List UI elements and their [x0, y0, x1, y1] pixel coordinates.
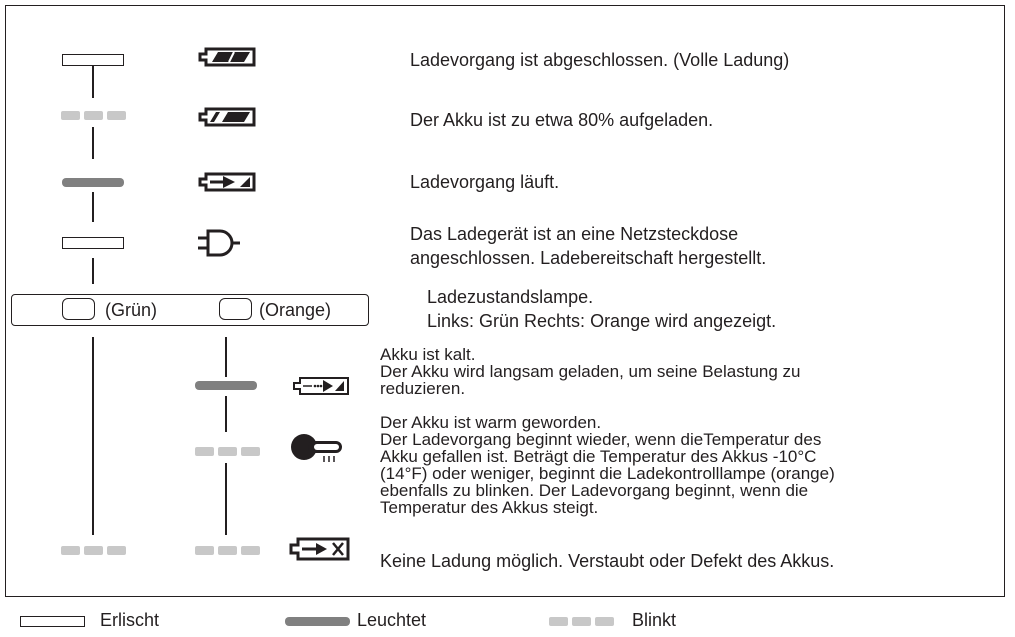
- orange-lamp-label: (Orange): [259, 300, 332, 320]
- thermometer-icon: [288, 431, 354, 467]
- legend-on-label: Leuchtet: [357, 610, 427, 630]
- warm-text-line-6: Temperatur des Akkus steigt.: [380, 498, 599, 517]
- cold-text-line-1: Akku ist kalt.: [380, 345, 476, 364]
- lamp-off-indicator: [62, 237, 124, 249]
- status-standby-text-line-2: angeschlossen. Ladebereitschaft hergestellt.: [410, 248, 767, 268]
- orange-column-line: [225, 337, 227, 377]
- legend-off-label: Erlischt: [100, 610, 160, 630]
- power-plug-icon: [196, 228, 258, 258]
- lamp-blink-indicator: [61, 111, 126, 120]
- warm-text-line-5: ebenfalls zu blinken. Der Ladevorgang beginnt, wenn die: [380, 481, 809, 500]
- status-80-percent-text: Der Akku ist zu etwa 80% aufgeladen.: [410, 110, 714, 130]
- warm-text-line-4: (14°F) oder weniger, beginnt die Ladekontrolllampe (orange): [380, 464, 835, 483]
- warm-text-line-2: Der Ladevorgang beginnt wieder, wenn dieTemperatur des: [380, 430, 822, 449]
- warm-text-line-3: Akku gefallen ist. Beträgt die Temperatur des Akkus -10°C: [380, 447, 817, 466]
- status-full-text: Ladevorgang ist abgeschlossen. (Volle Ladung): [410, 50, 790, 70]
- connector-line: [92, 192, 94, 222]
- battery-charging-icon: [196, 169, 258, 195]
- green-lamp-blink-indicator: [61, 546, 126, 555]
- orange-column-line: [225, 396, 227, 432]
- error-text: Keine Ladung möglich. Verstaubt oder Defekt des Akkus.: [380, 551, 835, 571]
- orange-lamp-blink-indicator: [195, 447, 260, 456]
- orange-lamp-on-indicator: [195, 381, 257, 390]
- cold-text-line-2: Der Akku wird langsam geladen, um seine Belastung zu: [380, 362, 801, 381]
- legend-blink-swatch: [549, 617, 614, 626]
- lamp-on-indicator: [62, 178, 124, 187]
- green-lamp: [62, 298, 95, 320]
- status-standby-text-line-1: Das Ladegerät ist an eine Netzsteckdose: [410, 224, 739, 244]
- connector-line: [92, 127, 94, 159]
- orange-column-line: [225, 463, 227, 535]
- green-lamp-label: (Grün): [105, 300, 158, 320]
- connector-line: [92, 258, 94, 284]
- battery-slow-charge-icon: [290, 373, 352, 399]
- battery-80-percent-icon: [196, 104, 258, 130]
- lamp-legend-box: [11, 294, 369, 326]
- orange-lamp-blink-indicator: [195, 546, 260, 555]
- lamp-off-indicator: [62, 54, 124, 66]
- legend-on-swatch: [285, 617, 350, 626]
- legend-off-swatch: [20, 616, 85, 627]
- orange-lamp: [219, 298, 252, 320]
- lamp-title-text: Ladezustandslampe.: [427, 287, 594, 307]
- cold-text-line-3: reduzieren.: [380, 379, 466, 398]
- battery-full-icon: [196, 44, 258, 70]
- status-charging-text: Ladevorgang läuft.: [410, 172, 560, 192]
- battery-error-icon: [288, 535, 354, 563]
- lamp-description-text: Links: Grün Rechts: Orange wird angezeigt.: [427, 311, 777, 331]
- warm-text-line-1: Der Akku ist warm geworden.: [380, 413, 602, 432]
- green-column-line: [92, 337, 94, 535]
- legend-blink-label: Blinkt: [632, 610, 677, 630]
- connector-line: [92, 66, 94, 98]
